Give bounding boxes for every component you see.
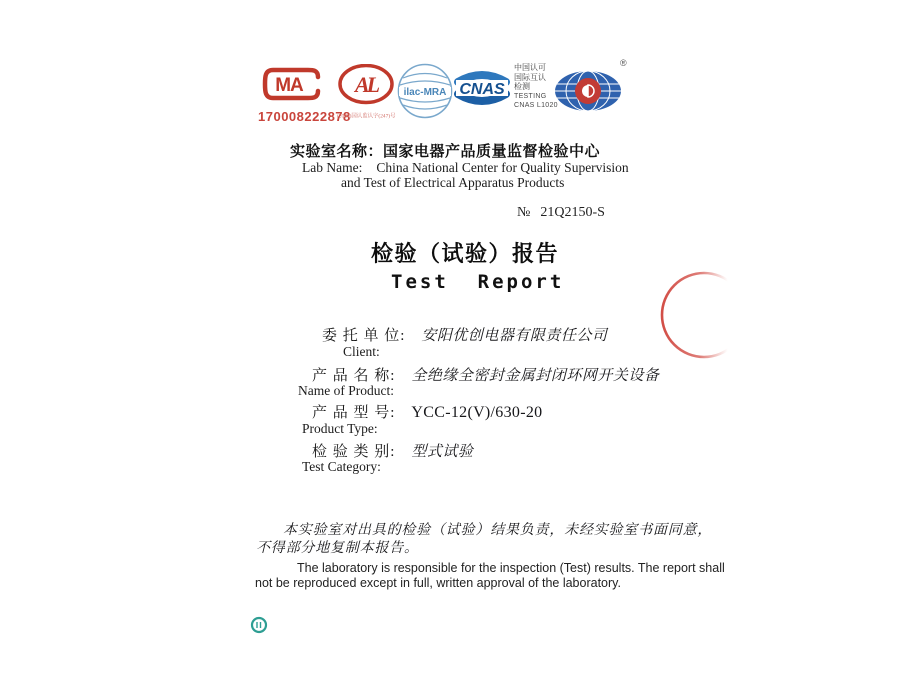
disclaimer-en-line2: not be reproduced except in full, written approval of the laboratory. [255, 576, 621, 590]
lab-name-en [302, 160, 629, 176]
svg-text:CNAS: CNAS [459, 81, 505, 98]
disclaimer-zh-line2: 不得部分地复制本报告。 [256, 541, 419, 556]
lab-name-zh: 实验室名称：国家电器产品质量监督检验中心 [290, 142, 601, 160]
field-value: 型式试验 [411, 444, 474, 460]
al-logo [337, 64, 402, 120]
field-client [322, 324, 607, 345]
cma-number: 170008222878 [258, 109, 351, 124]
disclaimer-en-line1: The laboratory is responsible for the inspection (Test) results. The report shall [297, 561, 725, 575]
red-seal-stamp [650, 262, 762, 374]
report-title-zh: 检验（试验）报告 [371, 242, 560, 267]
field-label-zh: 产 品 名 称: [312, 368, 396, 384]
field-value: 全绝缘全密封金属封闭环网开关设备 [411, 368, 660, 384]
field-product-name [312, 364, 659, 385]
field-product-type [312, 401, 542, 422]
svg-text:MA: MA [275, 75, 303, 96]
accreditation-line: CNAS L1020 [514, 102, 558, 109]
lab-name-en-line2: and Test of Electrical Apparatus Products [341, 175, 565, 190]
cnas-icon [452, 66, 512, 110]
teal-watermark-icon [250, 616, 268, 634]
field-label-en: Name of Product: [298, 383, 394, 398]
field-value: 安阳优创电器有限责任公司 [421, 328, 608, 344]
al-caption: (2020)国认监认字(247)号 [337, 113, 396, 120]
svg-text:ilac-MRA: ilac-MRA [403, 87, 447, 98]
accreditation-line: 检测 [514, 82, 530, 91]
field-value: YCC-12(V)/630-20 [411, 404, 543, 421]
globe-certification-icon [551, 69, 629, 115]
field-label-en: Test Category: [302, 459, 381, 474]
cma-icon [258, 64, 328, 104]
ilac-mra-icon [396, 62, 454, 120]
field-label-en: Client: [343, 344, 380, 359]
field-test-category [312, 440, 473, 461]
field-label-zh: 检 验 类 别: [312, 444, 396, 460]
accreditation-line: 中国认可 [514, 63, 546, 72]
accreditation-line: TESTING [514, 92, 547, 100]
al-icon [337, 64, 395, 106]
disclaimer-zh-line1: 本实验室对出具的检验（试验）结果负责，未经实验室书面同意， [283, 523, 713, 538]
svg-text:AL: AL [354, 72, 378, 97]
lab-name-en-line1: China National Center for Quality Supervision [376, 160, 629, 175]
accreditation-line: 国际互认 [514, 72, 546, 82]
report-number-value: 21Q2150-S [540, 205, 605, 220]
lab-name-label: Lab Name: [302, 160, 363, 175]
field-label-zh: 委 托 单 位: [322, 328, 406, 344]
numero-symbol: № [517, 205, 531, 220]
field-label-en: Product Type: [302, 421, 378, 436]
field-label-zh: 产 品 型 号: [312, 405, 396, 421]
registered-mark: ® [620, 58, 627, 68]
report-title-en: Test Report [391, 271, 565, 293]
report-number [517, 205, 605, 221]
